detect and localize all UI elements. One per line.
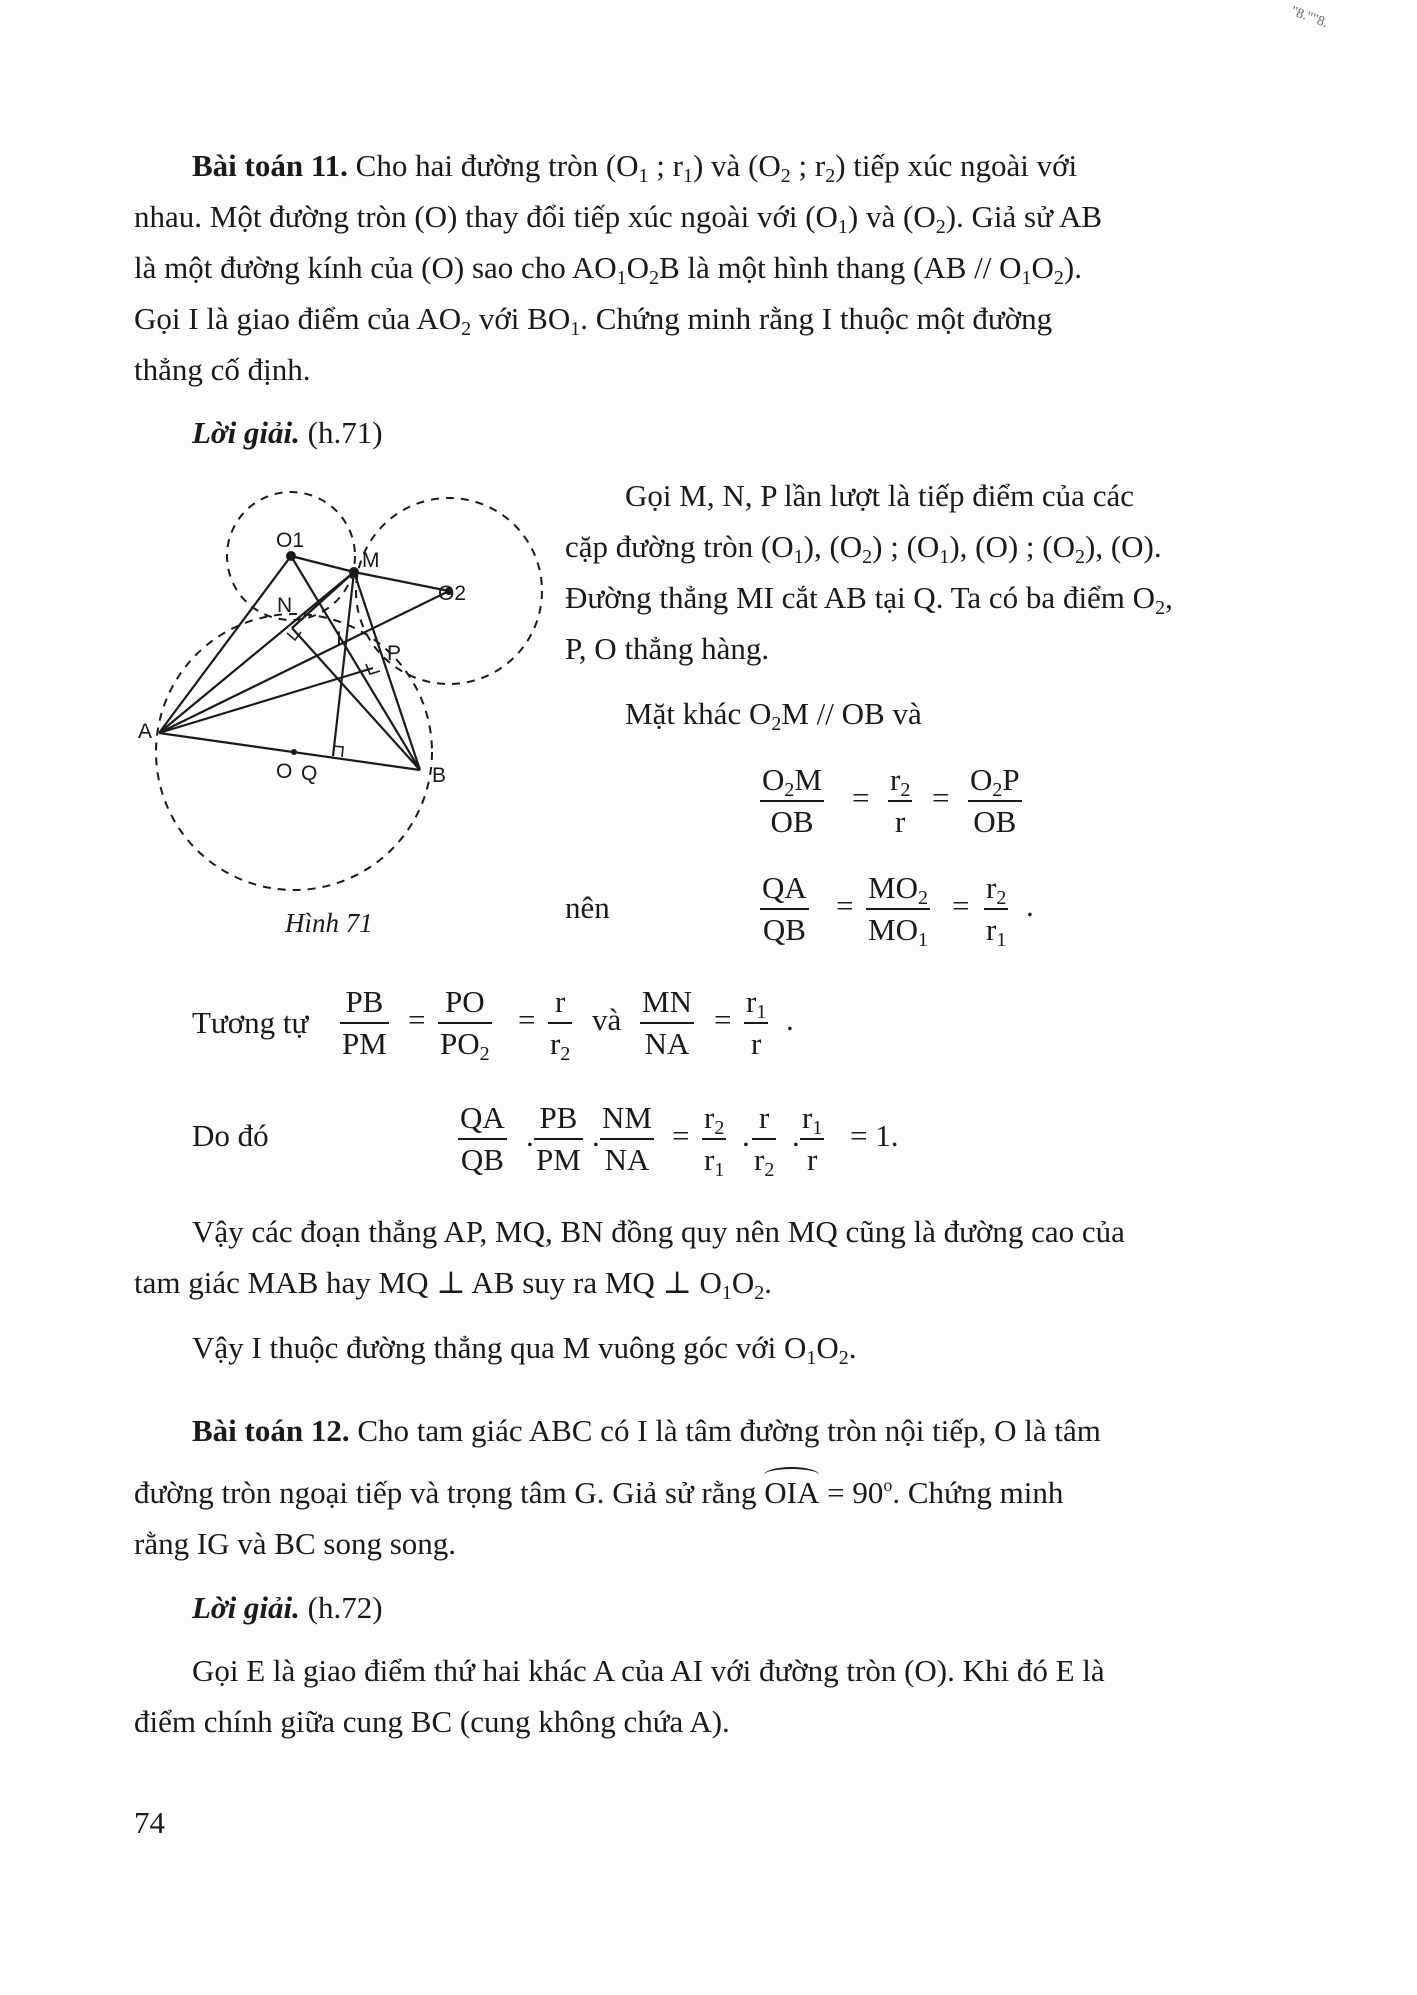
label-m: M — [362, 549, 380, 572]
eq3-va: và — [592, 1002, 622, 1037]
page-number: 74 — [134, 1805, 165, 1840]
solution12-ref: (h.72) — [307, 1590, 383, 1625]
eq4-d4: $r_1$ — [704, 1142, 725, 1181]
solution11-heading — [192, 415, 383, 451]
label-a: A — [138, 720, 153, 743]
eq1-n1: $O_2M$ — [762, 762, 822, 801]
eq2-n3: $r_2$ — [986, 870, 1007, 909]
eq4-d3: NA — [604, 1142, 650, 1177]
eq2-n1: QA — [760, 868, 809, 910]
label-n: N — [277, 594, 293, 617]
eq3-d4: NA — [644, 1026, 690, 1061]
degree-sign: o — [883, 1475, 893, 1495]
eq4-n5: r — [752, 1098, 776, 1140]
problem11-line-1 — [192, 148, 1078, 187]
problem11-line-5: thẳng cố định. — [134, 352, 311, 387]
problem12-line-2 — [134, 1475, 1063, 1511]
problem12-text-2a: đường tròn ngoại tiếp và trọng tâm G. Giả sử rằng — [134, 1475, 757, 1510]
eq1-d2: r — [895, 804, 906, 839]
eq4-d2: PM — [536, 1142, 581, 1177]
eq3-d1: PM — [342, 1026, 387, 1061]
solution12-label: Lời giải. — [192, 1590, 300, 1625]
label-p: P — [387, 642, 402, 665]
problem11-text: Cho hai đường tròn ($O_1$ ; $r_1$) và ($O_2$ ; $r_2$) tiếp xúc ngoài với — [355, 148, 1078, 187]
eq4-d6: r — [807, 1142, 818, 1177]
tuong-tu-label: Tương tự — [192, 1005, 309, 1040]
eq4-result: = 1. — [850, 1118, 899, 1153]
label-b: B — [432, 764, 447, 787]
solution11-right-3: Đường thẳng MI cắt AB tại Q. Ta có ba điểm $O_2$, — [565, 580, 1173, 619]
corner-mark: "8.""8. — [1288, 3, 1330, 32]
eq4-n1: QA — [458, 1098, 507, 1140]
eq4-n6: $r_1$ — [802, 1100, 823, 1139]
do-do-label: Do đó — [192, 1118, 269, 1153]
solution11-ref: (h.71) — [307, 415, 383, 450]
solution11-right-4: P, O thẳng hàng. — [565, 631, 770, 666]
solution12-line-2: điểm chính giữa cung BC (cung không chứa A). — [134, 1704, 730, 1739]
eq1-n2: $r_2$ — [890, 762, 911, 801]
nen-label: nên — [565, 890, 610, 925]
label-i: I — [336, 628, 342, 651]
figure-71 — [140, 475, 560, 895]
textbook-page: "8.""8. Bài toán 11. Cho hai đường tròn ($O_1$ ; $r_1$) và ($O_2$ ; $r_2$) tiếp xúc ngoài với nhau. Một đường tròn (O) thay đổi tiếp xúc ngoài với $(O_1)$ và $(O_2)$. Giả sử AB là một đường kính của (O) sao cho $AO_1O_2B$ là một hình thang $(AB // O_1O_2)$. Gọi I là giao điểm của $AO_2$ với $BO_1$. Chứng minh rằng I thuộc một đường thẳng cố định. Lời giải. (h.71) O1 M O2 N I P A O Q B Hình 71 Gọi M, N, P lần lượt là tiếp điểm của các cặp đường tròn $(O_1)$, $(O_2)$ ; $(O_1)$, (O) ; $(O_2)$, (O). Đường thẳng MI cắt AB tại Q. Ta có ba điểm $O_2$, P, O thẳng hàng. Mặt khác $O_2M$ // OB và $\frac{O_2M}{OB}$ = $\frac{r_2}{r}$ = $\frac{O_2P}{OB}$ nên $\frac{QA}{QB}$ = $\frac{MO_2}{MO_1}$ = $\frac{r_2}{r_1}$ . Tương tự $\frac{PB}{PM}$ = $\frac{PO}{PO_2}$ = $\frac{r}{r_2}$ và $\frac{MN}{NA}$ = $\frac{r_1}{r}$ . Do đó $\frac{QA}{QB}$ . $\frac{PB}{PM}$ . $\frac{NM}{NA}$ = $\frac{r_2}{r_1}$ . $\frac{r}{r_2}$ . $\frac{r_1}{r}$ = 1. Vậy các đoạn thẳng AP, MQ, BN đồng quy nên MQ cũng là đường cao của tam giác MAB hay MQ ⊥ AB suy ra MQ ⊥ $O_1O_2$. Vậy I thuộc đường thẳng qua M vuông góc với $O_1O_2$. Bài toán 12. Cho tam giác ABC có I là tâm đường tròn nội tiếp, O là tâm đường tròn ngoại tiếp và trọng tâm G. Giả sử rằng OIA = $90^o$. Chứng minh rằng IG và BC song song. Lời giải. (h.72) Gọi E là giao điểm thứ hai khác A của AI với đường tròn (O). Khi đó E là điểm chính giữa cung BC (cung không chứa A). 74 — [134, 3, 1330, 1840]
label-o2: O2 — [438, 582, 467, 605]
eq3-n4: MN — [640, 982, 694, 1024]
eq4-d1: QB — [460, 1142, 504, 1177]
eq1-d1: OB — [770, 804, 814, 839]
eq3-d2: $PO_2$ — [440, 1026, 490, 1065]
problem12-line-3: rằng IG và BC song song. — [134, 1526, 457, 1561]
eq3-n5: $r_1$ — [746, 984, 767, 1023]
eq4-n2: PB — [534, 1098, 583, 1140]
conclusion-2: tam giác MAB hay MQ ⊥ AB suy ra MQ ⊥ $O_1O_2$. — [134, 1265, 772, 1304]
problem11-line-4: Gọi I là giao điểm của $AO_2$ với $BO_1$. Chứng minh rằng I thuộc một đường — [134, 301, 1053, 340]
solution12-heading — [192, 1590, 383, 1626]
conclusion-1: Vậy các đoạn thẳng AP, MQ, BN đồng quy nên MQ cũng là đường cao của — [192, 1214, 1125, 1249]
problem11-line-3: là một đường kính của (O) sao cho $AO_1O_2B$ là một hình thang $(AB // O_1O_2)$. — [134, 250, 1082, 289]
eq3-n1: PB — [340, 982, 389, 1024]
problem11-line-2: nhau. Một đường tròn (O) thay đổi tiếp xúc ngoài với $(O_1)$ và $(O_2)$. Giả sử AB — [134, 199, 1103, 238]
solution12-line-1: Gọi E là giao điểm thứ hai khác A của AI với đường tròn (O). Khi đó E là — [192, 1653, 1105, 1688]
label-o: O — [276, 760, 293, 783]
eq1-d3: OB — [973, 804, 1017, 839]
eq2-d1: QB — [762, 912, 806, 947]
problem12-text-2b: = 90 — [827, 1475, 884, 1510]
eq4-d5: $r_2$ — [754, 1142, 775, 1181]
label-q: Q — [301, 762, 318, 785]
eq3-n3: r — [548, 982, 572, 1024]
angle-oia: OIA — [764, 1475, 820, 1510]
conclusion-3: Vậy I thuộc đường thẳng qua M vuông góc với $O_1O_2$. — [192, 1330, 857, 1369]
eq2-d3: $r_1$ — [986, 912, 1007, 951]
label-o1: O1 — [276, 529, 305, 552]
solution11-right-5: Mặt khác $O_2M$ // OB và — [625, 696, 922, 735]
problem12-line-1 — [192, 1413, 1101, 1449]
solution11-right-2: cặp đường tròn $(O_1)$, $(O_2)$ ; $(O_1)$, (O) ; $(O_2)$, (O). — [565, 529, 1162, 568]
solution11-label: Lời giải. — [192, 415, 300, 450]
eq1-n3: $O_2P$ — [970, 762, 1020, 801]
problem12-text-2c: . Chứng minh — [892, 1475, 1064, 1510]
eq2-d2: $MO_1$ — [868, 912, 928, 951]
problem11-title: Bài toán 11. — [192, 148, 348, 183]
figure-caption: Hình 71 — [285, 908, 373, 938]
eq3-d5: r — [751, 1026, 762, 1061]
solution11-right-1: Gọi M, N, P lần lượt là tiếp điểm của các — [625, 478, 1134, 513]
problem12-title: Bài toán 12. — [192, 1413, 350, 1448]
eq4-n4: $r_2$ — [704, 1100, 725, 1139]
eq4-n3: NM — [600, 1098, 654, 1140]
eq3-n2: PO — [438, 982, 492, 1024]
problem12-text-1: Cho tam giác ABC có I là tâm đường tròn nội tiếp, O là tâm — [357, 1413, 1101, 1448]
eq3-d3: $r_2$ — [550, 1026, 571, 1065]
eq2-n2: $MO_2$ — [868, 870, 928, 909]
